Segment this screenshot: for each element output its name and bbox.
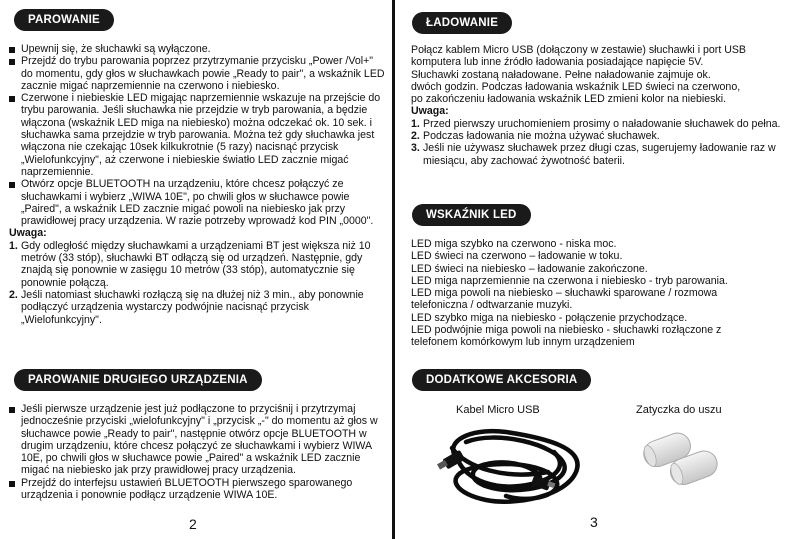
note-text: Przed pierwszy uruchomieniem prosimy o naładowanie słuchawek do pełna.: [423, 117, 781, 130]
left-page: [0, 0, 392, 539]
charging-line: dwóch godzin. Podczas ładowania wskaźnik LED świeci na czerwono,: [411, 80, 741, 93]
right-page: [396, 0, 787, 539]
led-line: LED podwójnie miga powoli na niebiesko - słuchawki rozłączone z: [411, 324, 722, 337]
charging-note-1: [411, 118, 783, 130]
led-line: telefonem komórkowym lub innym urządzeniem: [411, 336, 635, 349]
led-line: LED miga powoli na niebiesko – słuchawki sparowane / rozmowa: [411, 287, 718, 300]
led-line: LED świeci na niebiesko – ładowanie zakończone.: [411, 262, 648, 275]
second-device-step-1: Jeśli pierwsze urządzenie jest już podłączone to przyciśnij i przytrzymaj jednocześnie przyciski „wielofunkcyjny" i „przycisk „-" do momentu aż głos w słuchawce powie „Ready to pair", następnie otwórz opcje BLUETOOTH w drugim urządzeniu, które chcesz połączyć ze słuchawkami i wybierz WIWA 10E, po chwili głos w słuchawce powie „Paired" a wskaźnik LED zacznie migać na niebiesko jak przy prawidłowej pracy urządzenia.: [9, 403, 387, 477]
accessory-label-eartips: Zatyczka do uszu: [636, 404, 722, 416]
second-device-step-2: Przejdź do interfejsu ustawień BLUETOOTH pierwszego sparowanego urządzenia i ponownie podłącz urządzenie WIWA 10E.: [9, 477, 387, 502]
pairing-step-4: Otwórz opcje BLUETOOTH na urządzeniu, które chcesz połączyć ze słuchawkami i wybierz „WIWA 10E", po chwili głos w słuchawce powie „Paired", a wskaźnik LED zacznie migać powoli na niebiesko jak przy prawidłowej pracy urządzenia. W razie potrzeby wprowadź kod PIN „0000".: [9, 178, 387, 227]
note-number: 2.: [9, 288, 18, 301]
pairing-step-2: Przejdź do trybu parowania poprzez przytrzymanie przycisku „Power /Vol+" do momentu, gdy głos w słuchawkach powie „Ready to pair", a wskaźnik LED zacznie migać naprzemiennie na czerwono i niebiesko.: [9, 55, 387, 92]
section-title-accessories: DODATKOWE AKCESORIA: [412, 369, 591, 391]
led-line: LED miga naprzemiennie na czerwona i niebiesko - tryb parowania.: [411, 274, 728, 287]
notes-heading: Uwaga:: [9, 227, 47, 240]
pairing-note-2: [9, 289, 387, 326]
charging-note-3: [411, 142, 783, 167]
section-title-ladowanie: ŁADOWANIE: [412, 12, 512, 34]
pairing-step-3: Czerwone i niebieskie LED migając naprzemiennie wskazuje na przejście do trybu parowania. Jeśli słuchawka nie przejdzie w tryb parowania, a będzie włączona (wskaźnik LED miga na niebiesko) można odczekać ok. 10 sek. i słuchawka sama przejdzie w tryb parowania. Można też gdy słuchawka jest włączona nie czekając 10sek kilkukrotnie (5 razy) nacisnąć przycisk „Wielofunkcyjny", aż czerwone i niebieskie światło LED zacznie migać naprzemiennie.: [9, 92, 387, 178]
charging-line: komputera lub inne źródło ładowania posiadające napięcie 5V.: [411, 56, 704, 69]
note-number: 1.: [411, 117, 420, 130]
charging-line: Słuchawki zostaną naładowane. Pełne naładowanie zajmuje ok.: [411, 68, 711, 81]
charging-note-2: [411, 130, 783, 142]
led-indicator-list: [411, 238, 783, 349]
note-number: 2.: [411, 130, 420, 143]
second-device-instructions: [9, 403, 387, 501]
led-line: LED świeci na czerwono – ładowanie w toku.: [411, 250, 623, 263]
led-line: telefoniczna / odtwarzanie muzyki.: [411, 299, 573, 312]
charging-line: po zakończeniu ładowania wskaźnik LED zmieni kolor na niebieski.: [411, 93, 727, 106]
note-text: Jeśli natomiast słuchawki rozłączą się na dłużej niż 3 min., aby ponownie podłączyć urządzenia wystarczy podwójnie nacisnąć przycisk „Wielofunkcyjny".: [21, 288, 364, 326]
pairing-note-1: [9, 240, 387, 289]
page-divider: [392, 0, 395, 539]
ear-tips-icon: [640, 422, 724, 490]
led-line: LED miga szybko na czerwono - niska moc.: [411, 238, 617, 250]
page-number-left: 2: [189, 516, 197, 532]
note-text: Podczas ładowania nie można używać słuchawek.: [423, 130, 660, 143]
notes-heading: Uwaga:: [411, 105, 449, 118]
note-number: 3.: [411, 142, 420, 155]
section-title-parowanie: PAROWANIE: [14, 9, 114, 31]
pairing-instructions: [9, 43, 387, 326]
note-text: Jeśli nie używasz słuchawek przez długi czas, sugerujemy ładowanie raz w miesiącu, aby zachować żywotność baterii.: [423, 142, 776, 167]
note-text: Gdy odległość między słuchawkami a urządzeniami BT jest większa niż 10 metrów (33 stóp), słuchawki BT odłączą się od urządzeń. Następnie, gdy znajdą się ponownie w zasięgu 10 metrów (33 stóp), automatycznie się ponownie połączą.: [21, 239, 371, 289]
led-line: LED szybko miga na niebiesko - połączenie przychodzące.: [411, 311, 688, 324]
usb-cable-icon: [436, 420, 596, 512]
page-number-right: 3: [590, 514, 598, 530]
note-number: 1.: [9, 239, 18, 252]
charging-line: Połącz kablem Micro USB (dołączony w zestawie) słuchawki i port USB: [411, 44, 746, 56]
pairing-step-1: Upewnij się, że słuchawki są wyłączone.: [9, 43, 387, 55]
charging-instructions: [411, 44, 783, 167]
section-title-led: WSKAŹNIK LED: [412, 204, 531, 226]
accessory-label-cable: Kabel Micro USB: [456, 404, 540, 416]
section-title-second-device: PAROWANIE DRUGIEGO URZĄDZENIA: [14, 369, 262, 391]
